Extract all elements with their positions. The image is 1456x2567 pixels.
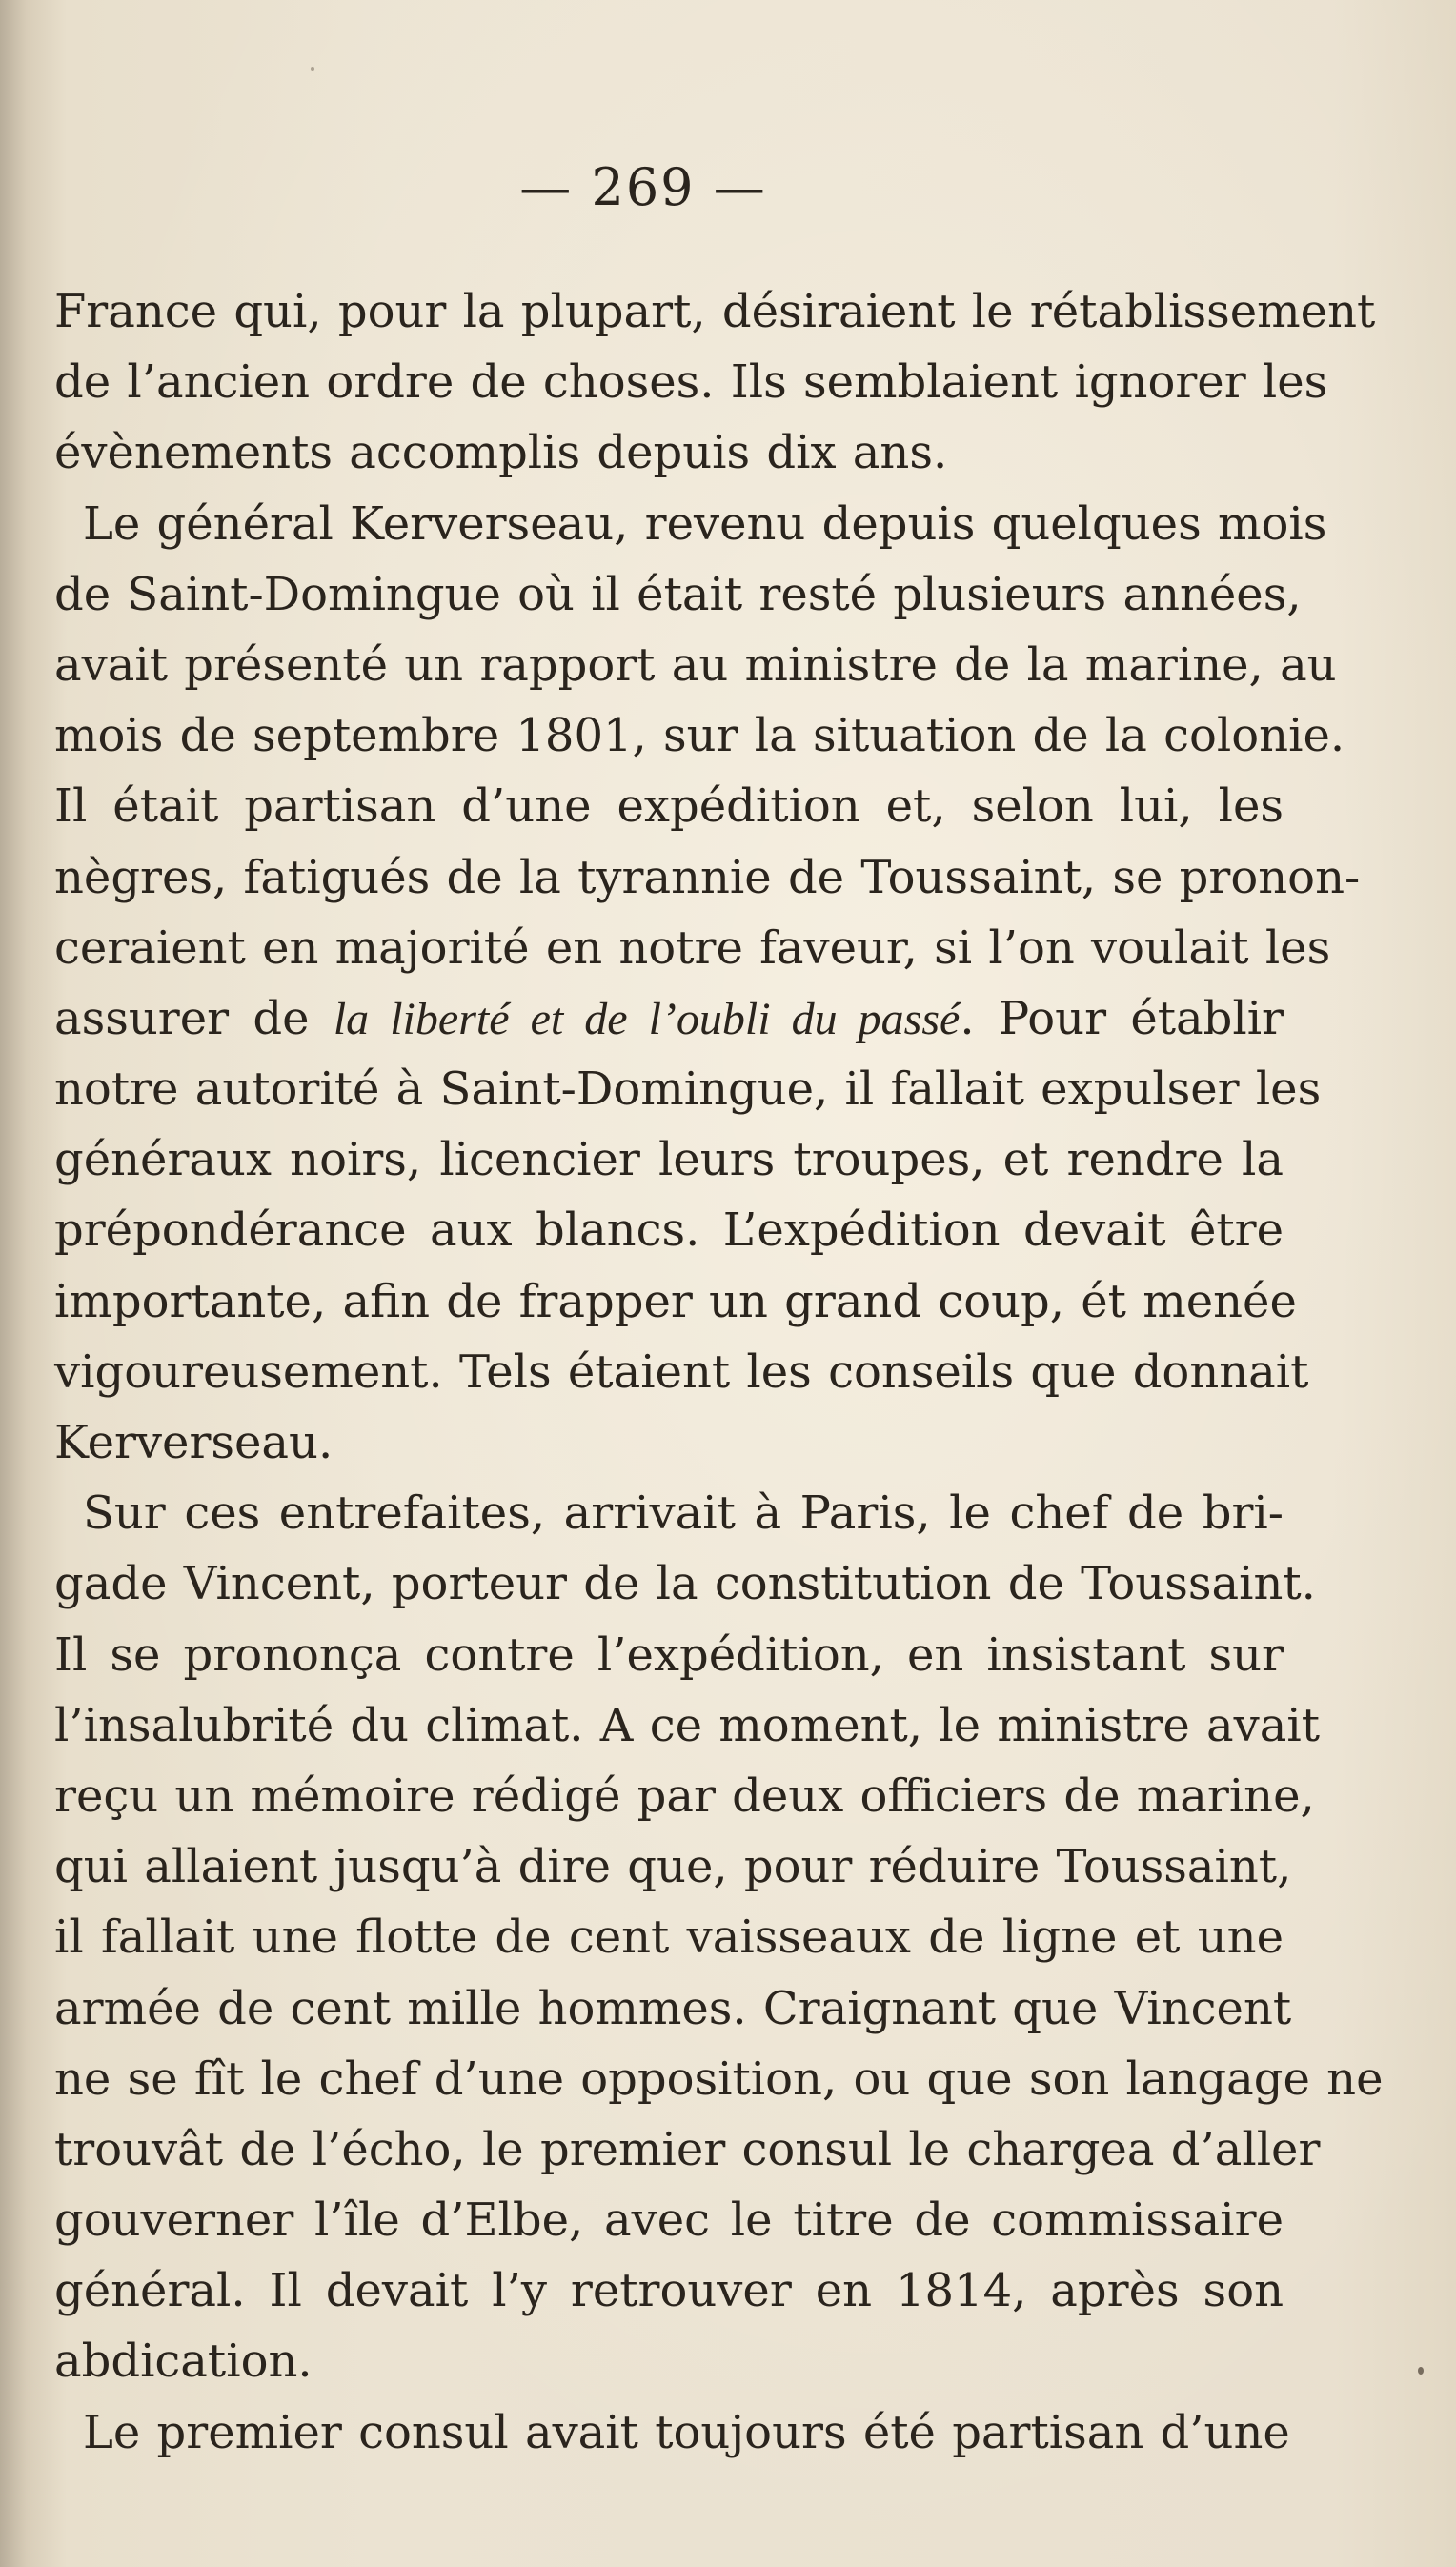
text-line: il fallait une flotte de cent vaisseaux de ligne et une bbox=[54, 1910, 1284, 1965]
text-segment: . Pour établir bbox=[960, 991, 1284, 1045]
text-line: Le général Kerverseau, revenu depuis quelques mois bbox=[83, 496, 1327, 551]
text-line: reçu un mémoire rédigé par deux officiers de marine, bbox=[54, 1769, 1315, 1823]
text-line: évènements accomplis depuis dix ans. bbox=[54, 426, 948, 480]
text-line: gouverner l’île d’Elbe, avec le titre de commissaire bbox=[54, 2193, 1284, 2248]
text-line: ceraient en majorité en notre faveur, si l’on voulait les bbox=[54, 920, 1331, 975]
ink-speck bbox=[1418, 2367, 1424, 2375]
text-line-with-italic bbox=[54, 983, 1284, 1054]
text-line: de Saint-Domingue où il était resté plusieurs années, bbox=[54, 567, 1302, 621]
text-line: Kerverseau. bbox=[54, 1416, 334, 1469]
page-number: — 269 — bbox=[519, 157, 767, 217]
text-line: l’insalubrité du climat. A ce moment, le ministre avait bbox=[54, 1698, 1320, 1752]
text-line: qui allaient jusqu’à dire que, pour réduire Toussaint, bbox=[54, 1840, 1292, 1894]
text-line: mois de septembre 1801, sur la situation de la colonie. bbox=[54, 709, 1345, 763]
text-line: généraux noirs, licencier leurs troupes, et rendre la bbox=[54, 1133, 1284, 1187]
text-line: nègres, fatigués de la tyrannie de Toussaint, se pronon- bbox=[54, 850, 1361, 904]
text-line: abdication. bbox=[54, 2335, 313, 2389]
text-line: trouvât de l’écho, le premier consul le chargea d’aller bbox=[54, 2122, 1321, 2176]
text-line: Le premier consul avait toujours été partisan d’une bbox=[83, 2405, 1290, 2459]
text-line: général. Il devait l’y retrouver en 1814, après son bbox=[54, 2264, 1284, 2318]
text-line: gade Vincent, porteur de la constitution de Toussaint. bbox=[54, 1557, 1316, 1611]
text-line: Sur ces entrefaites, arrivait à Paris, le chef de bri- bbox=[83, 1486, 1284, 1541]
italic-phrase: la liberté et de l’oubli du passé bbox=[333, 993, 961, 1044]
text-line: Il était partisan d’une expédition et, selon lui, les bbox=[54, 779, 1284, 834]
ink-speck bbox=[311, 67, 314, 71]
body-text bbox=[54, 276, 1384, 2468]
text-line: prépondérance aux blancs. L’expédition devait être bbox=[54, 1203, 1284, 1258]
text-line: France qui, pour la plupart, désiraient le rétablissement bbox=[54, 285, 1376, 338]
text-line: avait présenté un rapport au ministre de la marine, au bbox=[54, 637, 1337, 692]
text-line: armée de cent mille hommes. Craignant que Vincent bbox=[54, 1981, 1292, 2035]
text-line: vigoureusement. Tels étaient les conseils que donnait bbox=[54, 1344, 1309, 1399]
text-segment: assurer de bbox=[54, 991, 334, 1045]
text-line: importante, afin de frapper un grand coup, ét menée bbox=[54, 1274, 1297, 1328]
text-line: notre autorité à Saint-Domingue, il fallait expulser les bbox=[54, 1062, 1322, 1117]
text-line: ne se fît le chef d’une opposition, ou que son langage ne bbox=[54, 2052, 1384, 2106]
text-line: Il se prononça contre l’expédition, en insistant sur bbox=[54, 1627, 1284, 1682]
text-line: de l’ancien ordre de choses. Ils semblaient ignorer les bbox=[54, 355, 1328, 410]
